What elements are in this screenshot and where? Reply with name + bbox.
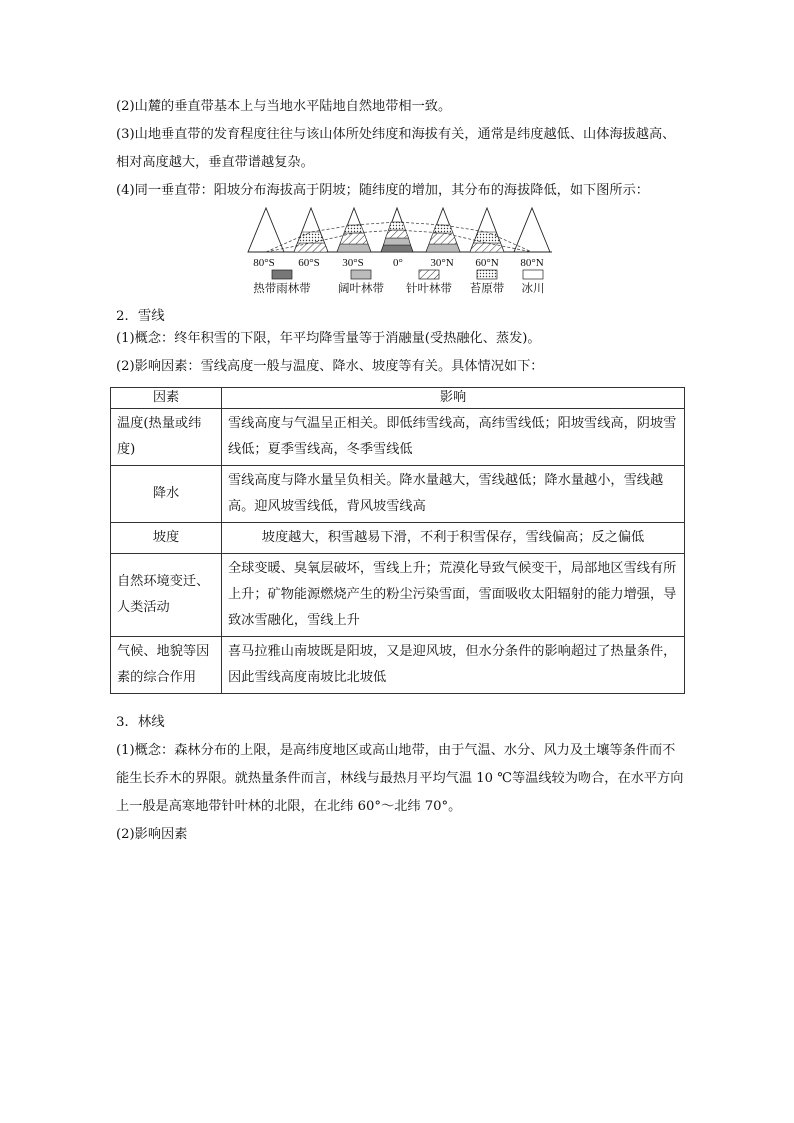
- legend-label: 针叶林带: [406, 281, 452, 295]
- table-factor-cell: 坡度: [111, 523, 222, 554]
- table-row: [111, 523, 685, 554]
- table-factor-cell: 温度(热量或纬度): [111, 409, 222, 466]
- table-factor-cell: 气候、地貌等因素的综合作用: [111, 637, 222, 694]
- paragraph-snowline-factors: (2)影响因素：雪线高度一般与温度、降水、坡度等有关。具体情况如下：: [116, 359, 544, 374]
- paragraph-treeline-concept: (1)概念：森林分布的上限，是高纬度地区或高山地带，由于气温、水分、风力及土壤等条件而不能生长乔木的界限。就热量条件而言，林线与最热月平均气温 10 ℃等温线较为吻合，在水平方向上一般是高寒地带针叶林的北限，在北纬 60°～北纬 70°。: [116, 743, 684, 814]
- latitude-label: 60°S: [298, 257, 320, 269]
- legend-swatch-tundra: [477, 270, 497, 279]
- mountain-30s: [337, 208, 371, 252]
- latitude-label: 0°: [393, 257, 403, 269]
- legend-swatch-tropical: [272, 270, 292, 279]
- paragraph-treeline-factors: (2)影响因素: [116, 827, 188, 842]
- table-effect-cell: 坡度越大，积雪越易下滑，不利于积雪保存，雪线偏高；反之偏低: [222, 523, 685, 554]
- table-header-row: [111, 388, 685, 409]
- table-effect-cell: 雪线高度与降水量呈负相关。降水量越大，雪线越低；降水量越小，雪线越高。迎风坡雪线低，背风坡雪线高: [222, 466, 685, 523]
- table-row: [111, 466, 685, 523]
- latitude-label: 60°N: [475, 257, 499, 269]
- legend-label: 热带雨林带: [253, 281, 311, 295]
- latitude-label: 30°N: [430, 257, 454, 269]
- mountain-equator: [381, 208, 413, 252]
- mountain-80s: [248, 208, 284, 252]
- legend-label: 冰川: [521, 281, 545, 295]
- table-factor-cell: 自然环境变迁、人类活动: [111, 554, 222, 637]
- table-effect-cell: 雪线高度与气温呈正相关。即低纬雪线高，高纬雪线低；阳坡雪线高，阴坡雪线低；夏季雪线高，冬季雪线低: [222, 409, 685, 466]
- table-effect-cell: 喜马拉雅山南坡既是阳坡，又是迎风坡，但水分条件的影响超过了热量条件，因此雪线高度南坡比北坡低: [222, 637, 685, 694]
- table-row: [111, 637, 685, 694]
- mountain-30n: [426, 208, 460, 252]
- heading-treeline: 3．林线: [116, 715, 165, 730]
- latitude-label: 80°S: [253, 257, 275, 269]
- paragraph-snowline-concept: (1)概念：终年积雪的下限，年平均降雪量等于消融量(受热融化、蒸发)。: [116, 331, 541, 346]
- legend-swatch-broadleaf: [351, 270, 371, 279]
- legend-label: 苔原带: [469, 281, 505, 295]
- latitude-label: 80°N: [520, 257, 544, 269]
- mountain-80n: [514, 208, 550, 252]
- snowline-factors-table: [110, 387, 685, 694]
- paragraph-vertical-zone-complexity: (3)山地垂直带的发育程度往往与该山体所处纬度和海拔有关，通常是纬度越低、山体海拔越高、相对高度越大，垂直带谱越复杂。: [116, 127, 676, 170]
- table-row: [111, 554, 685, 637]
- legend-label: 阔叶林带: [338, 281, 384, 295]
- table-header-cell: 因素: [111, 388, 222, 409]
- legend-swatch-conifer: [419, 270, 439, 279]
- table-header-cell: 影响: [222, 388, 685, 409]
- heading-snowline: 2．雪线: [116, 309, 165, 324]
- table-effect-cell: 全球变暖、臭氧层破坏，雪线上升；荒漠化导致气候变干，局部地区雪线有所上升；矿物能源燃烧产生的粉尘污染雪面，雪面吸收太阳辐射的能力增强，导致冰雪融化，雪线上升: [222, 554, 685, 637]
- legend-swatch-glacier: [523, 270, 543, 279]
- paragraph-vertical-zone-foothill: (2)山麓的垂直带基本上与当地水平陆地自然地带相一致。: [116, 99, 452, 114]
- paragraph-vertical-zone-slope: (4)同一垂直带：阳坡分布海拔高于阴坡；随纬度的增加，其分布的海拔降低，如下图所示：: [116, 183, 649, 198]
- latitude-label: 30°S: [342, 257, 364, 269]
- table-row: [111, 409, 685, 466]
- table-factor-cell: 降水: [111, 466, 222, 523]
- vertical-zone-diagram: [245, 206, 555, 298]
